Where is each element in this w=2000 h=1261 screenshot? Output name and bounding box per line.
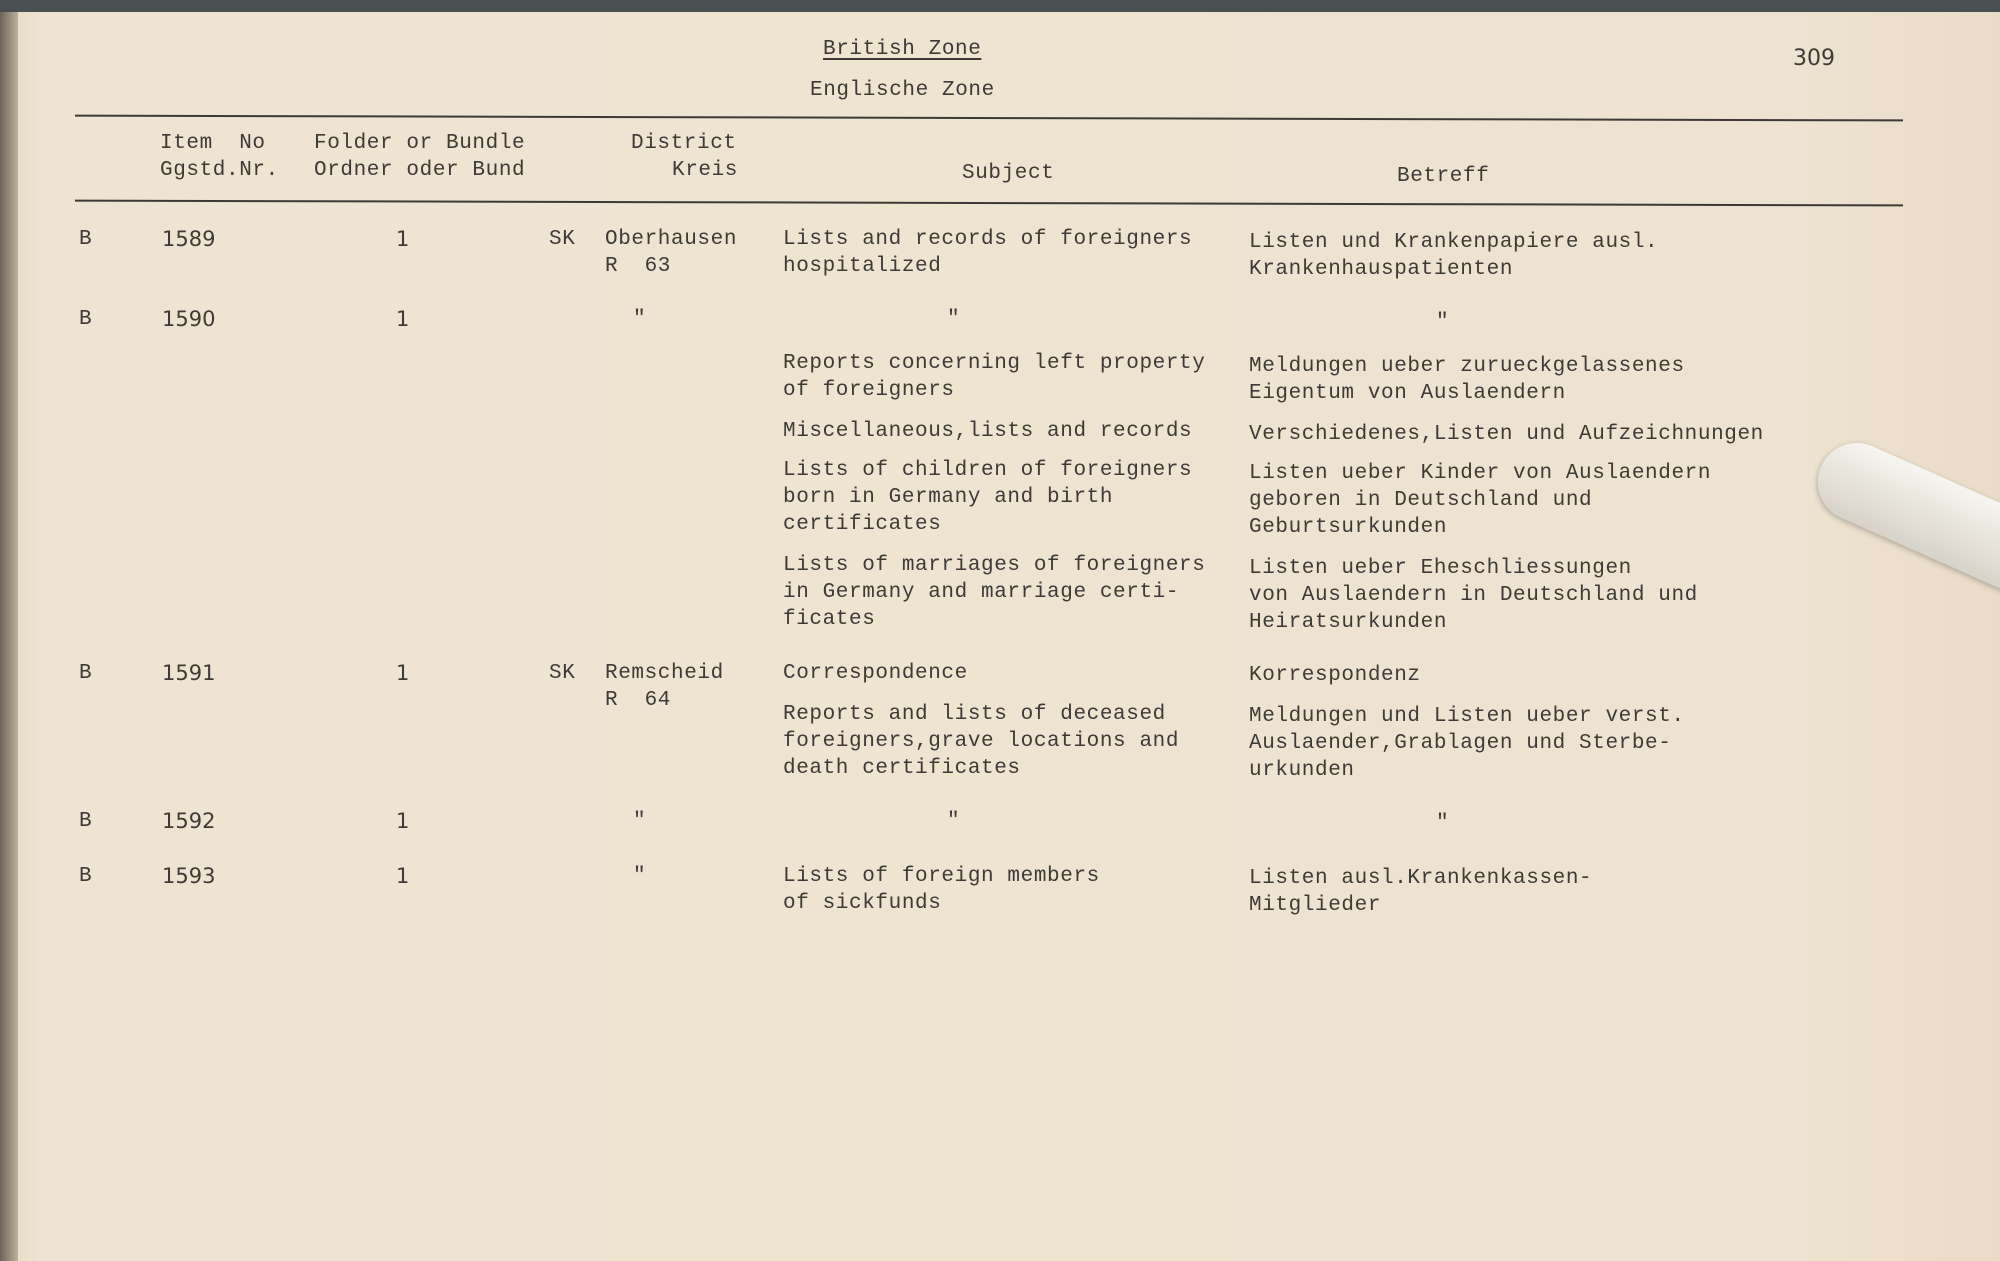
row-folder-count: 1 xyxy=(396,661,410,685)
row-subject-extra: Lists of children of foreigners born in Germany and birth certificates xyxy=(783,459,1193,536)
row-item-number: 1591 xyxy=(162,661,216,685)
row-subject-ditto: " xyxy=(947,810,961,833)
row-betreff-ditto: " xyxy=(1436,311,1450,334)
row-betreff: Korrespondenz xyxy=(1249,664,1421,687)
row-subject-extra: Miscellaneous,lists and records xyxy=(783,420,1193,443)
row-district-sub: R 63 xyxy=(605,255,672,278)
row-district-prefix: SK xyxy=(549,662,576,685)
row-betreff-ditto: " xyxy=(1436,812,1450,835)
row-subject-extra: Reports and lists of deceased foreigners,grave locations and death certificates xyxy=(783,703,1180,780)
row-folder-count: 1 xyxy=(396,307,410,331)
row-folder-count: 1 xyxy=(396,809,410,833)
row-subject: Lists of foreign members of sickfunds xyxy=(783,865,1100,915)
col-district-de: Kreis xyxy=(672,159,739,182)
title-english: British Zone xyxy=(823,38,982,61)
page-number: 309 xyxy=(1793,46,1835,71)
row-subject-ditto: " xyxy=(947,308,961,331)
col-item-de: Ggstd.Nr. xyxy=(160,159,279,182)
row-code: B xyxy=(79,662,93,685)
row-code: B xyxy=(79,865,93,888)
row-subject: Correspondence xyxy=(783,662,968,685)
col-folder-en: Folder or Bundle xyxy=(314,132,526,155)
row-subject-extra: Reports concerning left property of foreigners xyxy=(783,352,1206,402)
row-folder-count: 1 xyxy=(396,864,410,888)
row-district-ditto: " xyxy=(633,810,647,833)
row-item-number: 1590 xyxy=(162,307,216,331)
row-betreff-extra: Meldungen ueber zurueckgelassenes Eigentum von Auslaendern xyxy=(1249,355,1685,405)
col-subject: Subject xyxy=(962,162,1055,185)
row-subject-extra: Lists of marriages of foreigners in Germany and marriage certi- ficates xyxy=(783,554,1206,631)
row-district: Oberhausen xyxy=(605,228,738,251)
title-german: Englische Zone xyxy=(810,79,995,102)
row-district-ditto: " xyxy=(633,865,647,888)
row-item-number: 1592 xyxy=(162,809,216,833)
row-betreff-extra: Verschiedenes,Listen und Aufzeichnungen xyxy=(1249,423,1764,446)
row-district-ditto: " xyxy=(633,308,647,331)
row-district-sub: R 64 xyxy=(605,689,672,712)
row-subject: Lists and records of foreigners hospitalized xyxy=(783,228,1193,278)
row-code: B xyxy=(79,810,93,833)
col-betreff: Betreff xyxy=(1397,165,1490,188)
book-spine xyxy=(0,12,18,1261)
row-district: Remscheid xyxy=(605,662,724,685)
col-district-en: District xyxy=(631,132,737,155)
row-code: B xyxy=(79,308,93,331)
row-item-number: 1589 xyxy=(162,227,216,251)
col-item-en: Item No xyxy=(160,132,266,155)
row-betreff-extra: Listen ueber Kinder von Auslaendern geboren in Deutschland und Geburtsurkunden xyxy=(1249,462,1712,539)
row-betreff: Listen ausl.Krankenkassen- Mitglieder xyxy=(1249,867,1593,917)
row-code: B xyxy=(79,228,93,251)
row-betreff-extra: Meldungen und Listen ueber verst. Auslaender,Grablagen und Sterbe- urkunden xyxy=(1249,705,1685,782)
row-district-prefix: SK xyxy=(549,228,576,251)
row-folder-count: 1 xyxy=(396,227,410,251)
col-folder-de: Ordner oder Bund xyxy=(314,159,526,182)
row-betreff-extra: Listen ueber Eheschliessungen von Auslaendern in Deutschland und Heiratsurkunden xyxy=(1249,557,1698,634)
row-betreff: Listen und Krankenpapiere ausl. Krankenhauspatienten xyxy=(1249,231,1659,281)
row-item-number: 1593 xyxy=(162,864,216,888)
